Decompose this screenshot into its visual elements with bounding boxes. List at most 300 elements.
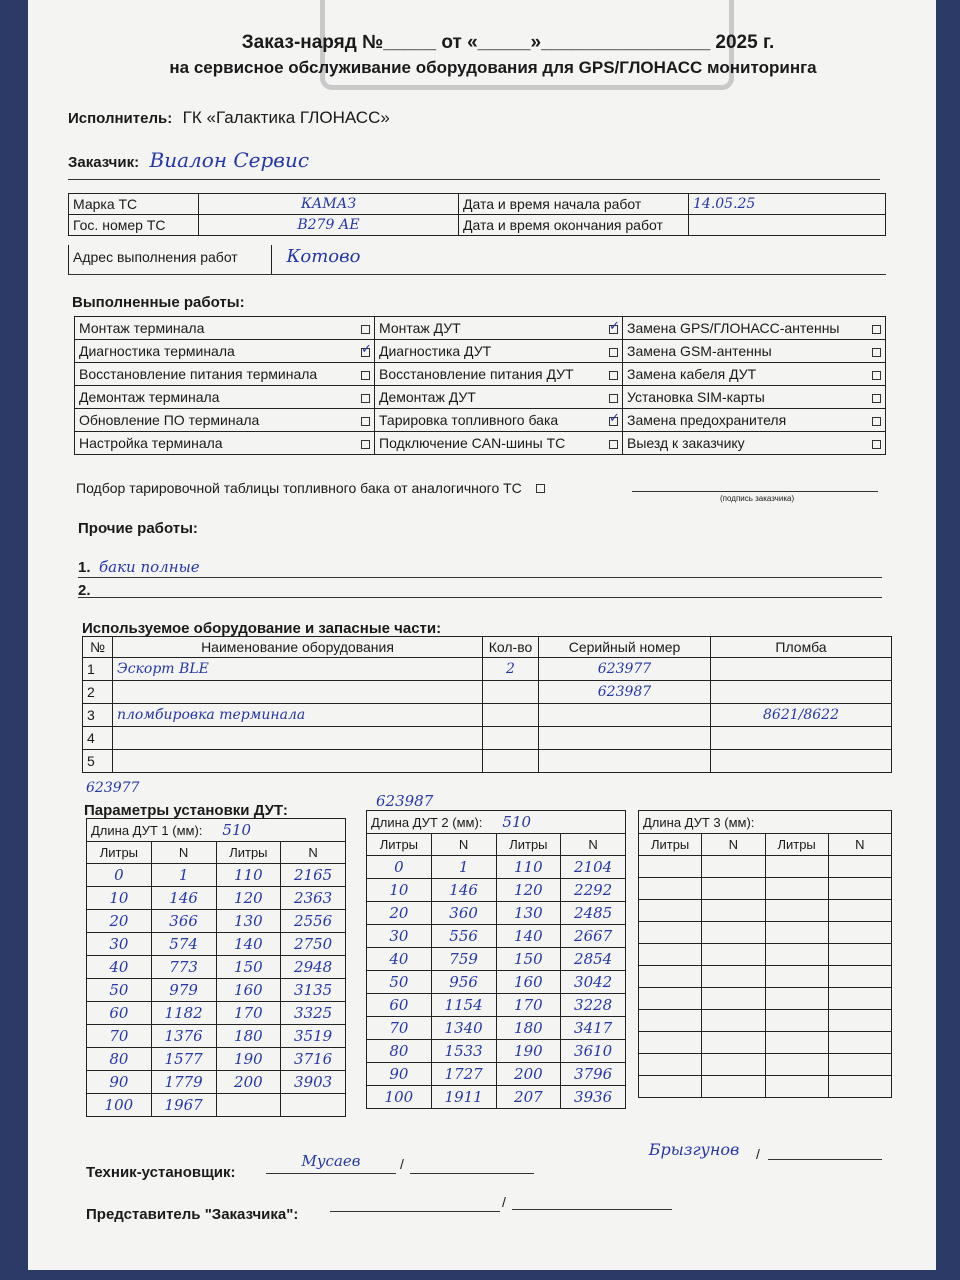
- other-work-1-value: баки полные: [98, 558, 200, 576]
- work-item-label: Монтаж ДУТ: [379, 320, 461, 336]
- sensor3-row: [639, 1054, 892, 1076]
- work-item-label: Замена предохранителя: [627, 412, 787, 428]
- sensor2-cell: 146: [431, 879, 496, 902]
- sensor2-cell: 20: [367, 902, 432, 925]
- dut-note-2: 623987: [376, 792, 434, 810]
- sensor1-cell: 110: [216, 864, 281, 887]
- sensor3-cell: [702, 944, 765, 966]
- brand-value: КАМАЗ: [199, 194, 459, 215]
- sensor2-cell: 160: [496, 971, 561, 994]
- technician-name-line: [410, 1152, 534, 1174]
- sensor1-row: [87, 864, 346, 887]
- sensor2-cell: 3417: [561, 1017, 626, 1040]
- sensor3-cell: [639, 1032, 702, 1054]
- start-label: Дата и время начала работ: [459, 194, 689, 215]
- sensor1-cell: 2363: [281, 887, 346, 910]
- work-item: [375, 340, 623, 363]
- work-item-checkbox[interactable]: [872, 348, 881, 357]
- equipment-qty: [483, 750, 539, 773]
- sensor3-cell: [702, 1010, 765, 1032]
- equipment-qty: [483, 704, 539, 727]
- equipment-num: 4: [83, 727, 113, 750]
- work-item-checkbox[interactable]: [609, 371, 618, 380]
- sensor1-row: [87, 1002, 346, 1025]
- sensor3-cell: [702, 1054, 765, 1076]
- executor-label: Исполнитель:: [68, 110, 173, 127]
- sensor2-cell: 190: [496, 1040, 561, 1063]
- sensor3-cell: [828, 878, 891, 900]
- sensor2-cell: 759: [431, 948, 496, 971]
- work-item-checkbox[interactable]: [361, 394, 370, 403]
- start-value: 14.05.25: [689, 194, 886, 215]
- dut-sensor-3-table: [638, 810, 892, 1098]
- sensor1-column-header: Литры: [87, 842, 152, 864]
- equipment-qty: 2: [483, 658, 539, 681]
- sensor1-cell: 10: [87, 887, 152, 910]
- sensor2-row: [367, 1040, 626, 1063]
- sensor1-cell: 170: [216, 1002, 281, 1025]
- sensor3-cell: [765, 1054, 828, 1076]
- sensor2-row: [367, 948, 626, 971]
- work-item-label: Подключение CAN-шины ТС: [379, 435, 566, 451]
- work-item: [75, 340, 375, 363]
- sensor3-cell: [702, 966, 765, 988]
- executor-row: [68, 108, 390, 128]
- end-value: [689, 215, 886, 236]
- equipment-seal: 8621/8622: [711, 704, 892, 727]
- customer-rep-label: Представитель "Заказчика":: [86, 1206, 299, 1223]
- work-order-sheet: [28, 0, 936, 1270]
- sensor3-cell: [828, 1054, 891, 1076]
- sensor2-cell: 120: [496, 879, 561, 902]
- work-item-label: Восстановление питания ДУТ: [379, 366, 574, 382]
- sensor3-cell: [765, 1032, 828, 1054]
- sensor3-cell: [765, 900, 828, 922]
- work-item-label: Обновление ПО терминала: [79, 412, 260, 428]
- sensor2-column-header: N: [561, 834, 626, 856]
- sensor3-row: [639, 1010, 892, 1032]
- technician-separator-2: /: [756, 1146, 760, 1162]
- customer-row: [68, 148, 880, 180]
- sensor1-cell: 3903: [281, 1071, 346, 1094]
- sensor1-cell: 366: [151, 910, 216, 933]
- equipment-row: [83, 750, 892, 773]
- work-item: [623, 409, 886, 432]
- equipment-seal: [711, 681, 892, 704]
- other-work-2: [78, 580, 882, 598]
- work-item-checkbox[interactable]: [361, 348, 370, 357]
- work-item-label: Монтаж терминала: [79, 320, 205, 336]
- sensor3-cell: [765, 922, 828, 944]
- work-item-label: Установка SIM-карты: [627, 389, 765, 405]
- other-work-1: [78, 558, 882, 578]
- sensor1-cell: 2750: [281, 933, 346, 956]
- work-item: [623, 317, 886, 340]
- sensor1-cell: 0: [87, 864, 152, 887]
- sensor2-cell: 2485: [561, 902, 626, 925]
- sensor3-cell: [702, 988, 765, 1010]
- work-item: [623, 340, 886, 363]
- technician-label: Техник-установщик:: [86, 1164, 236, 1181]
- equipment-qty: [483, 681, 539, 704]
- work-item-label: Настройка терминала: [79, 435, 223, 451]
- sensor1-cell: 20: [87, 910, 152, 933]
- sensor1-cell: 70: [87, 1025, 152, 1048]
- equipment-qty: [483, 727, 539, 750]
- technician-name-line-2: [768, 1146, 882, 1160]
- equipment-num: 2: [83, 681, 113, 704]
- equipment-num: 3: [83, 704, 113, 727]
- sensor3-cell: [639, 1076, 702, 1098]
- sensor3-cell: [702, 856, 765, 878]
- sensor2-cell: 10: [367, 879, 432, 902]
- sensor1-cell: 200: [216, 1071, 281, 1094]
- work-item: [623, 386, 886, 409]
- sensor2-cell: 2667: [561, 925, 626, 948]
- address-value: Котово: [286, 246, 361, 267]
- sensor3-cell: [702, 900, 765, 922]
- sensor2-length-value: 510: [502, 813, 532, 831]
- sensor3-cell: [702, 878, 765, 900]
- sensor2-cell: 70: [367, 1017, 432, 1040]
- sensor2-cell: 110: [496, 856, 561, 879]
- equipment-row: [83, 681, 892, 704]
- sensor2-row: [367, 1017, 626, 1040]
- sensor1-cell: 3135: [281, 979, 346, 1002]
- works-row: [75, 317, 886, 340]
- sensor3-cell: [828, 856, 891, 878]
- equipment-header: Кол-во: [483, 637, 539, 658]
- sensor3-row: [639, 1032, 892, 1054]
- sensor1-cell: 100: [87, 1094, 152, 1117]
- document-subtitle: на сервисное обслуживание оборудования для GPS/ГЛОНАСС мониторинга: [169, 58, 817, 77]
- equipment-serial: [539, 750, 711, 773]
- sensor1-cell: 146: [151, 887, 216, 910]
- sensor2-cell: 140: [496, 925, 561, 948]
- sensor2-cell: 80: [367, 1040, 432, 1063]
- sensor2-cell: 50: [367, 971, 432, 994]
- sensor3-cell: [828, 1010, 891, 1032]
- sensor3-cell: [639, 988, 702, 1010]
- sensor1-cell: 190: [216, 1048, 281, 1071]
- sensor3-row: [639, 988, 892, 1010]
- sensor1-cell: 1577: [151, 1048, 216, 1071]
- sensor1-cell: 140: [216, 933, 281, 956]
- sensor3-length-label: Длина ДУТ 3 (мм):: [643, 815, 755, 830]
- sensor2-length-label: Длина ДУТ 2 (мм):: [371, 815, 483, 830]
- sensor1-cell: 130: [216, 910, 281, 933]
- sensor2-cell: 100: [367, 1086, 432, 1109]
- equipment-table: [82, 636, 892, 773]
- address-label: Адрес выполнения работ: [69, 245, 272, 274]
- sensor1-cell: 160: [216, 979, 281, 1002]
- sensor2-cell: 40: [367, 948, 432, 971]
- sensor2-cell: 2292: [561, 879, 626, 902]
- customer-value: Виалон Сервис: [149, 148, 310, 172]
- sensor1-cell: 979: [151, 979, 216, 1002]
- sensor1-cell: 2165: [281, 864, 346, 887]
- sensor1-cell: 40: [87, 956, 152, 979]
- technician-signature-2: [624, 1140, 764, 1166]
- sensor2-cell: 3796: [561, 1063, 626, 1086]
- works-table: [74, 316, 886, 455]
- sensor3-cell: [765, 1010, 828, 1032]
- other-work-1-num: 1.: [78, 559, 91, 576]
- work-item-checkbox[interactable]: [609, 394, 618, 403]
- sensor2-length-row: [367, 811, 626, 834]
- executor-value: ГК «Галактика ГЛОНАСС»: [182, 108, 390, 127]
- sensor2-row: [367, 971, 626, 994]
- work-item-checkbox[interactable]: [609, 417, 618, 426]
- sensor1-cell: 180: [216, 1025, 281, 1048]
- sensor3-cell: [702, 922, 765, 944]
- sensor3-column-header: N: [828, 834, 891, 856]
- work-item: [75, 317, 375, 340]
- equipment-serial: [539, 727, 711, 750]
- equipment-header: Серийный номер: [539, 637, 711, 658]
- sensor3-row: [639, 1076, 892, 1098]
- work-item-checkbox[interactable]: [361, 440, 370, 449]
- sensor3-cell: [828, 1076, 891, 1098]
- sensor3-cell: [828, 944, 891, 966]
- equipment-header: Пломба: [711, 637, 892, 658]
- work-item: [75, 409, 375, 432]
- sensor3-column-header: N: [702, 834, 765, 856]
- sensor1-cell: 2556: [281, 910, 346, 933]
- sensor2-row: [367, 1086, 626, 1109]
- sensor2-row: [367, 1063, 626, 1086]
- sensor3-cell: [702, 1032, 765, 1054]
- sensor2-cell: 150: [496, 948, 561, 971]
- sensor1-length-value: 510: [222, 821, 252, 839]
- customer-rep-name-line: [512, 1194, 672, 1210]
- plate-label: Гос. номер ТС: [69, 215, 199, 236]
- sensor2-cell: 1340: [431, 1017, 496, 1040]
- sensor2-cell: 3936: [561, 1086, 626, 1109]
- work-item-checkbox[interactable]: [872, 417, 881, 426]
- sensor2-cell: 3610: [561, 1040, 626, 1063]
- work-item-label: Диагностика ДУТ: [379, 343, 492, 359]
- sensor1-cell: 30: [87, 933, 152, 956]
- sensor3-cell: [828, 1032, 891, 1054]
- sensor3-row: [639, 922, 892, 944]
- sensor1-row: [87, 1048, 346, 1071]
- dut-sensor-1-table: [86, 818, 346, 1117]
- customer-signature-caption: (подпись заказчика): [720, 494, 795, 503]
- table-selection-label: Подбор тарировочной таблицы топливного бака от аналогичного ТС: [76, 480, 522, 496]
- work-item-label: Демонтаж терминала: [79, 389, 220, 405]
- sensor3-row: [639, 856, 892, 878]
- work-item-checkbox[interactable]: [872, 394, 881, 403]
- sensor3-cell: [639, 966, 702, 988]
- sensor3-cell: [765, 966, 828, 988]
- sensor1-cell: 80: [87, 1048, 152, 1071]
- work-item-label: Замена GPS/ГЛОНАСС-антенны: [627, 320, 840, 336]
- work-item-checkbox[interactable]: [361, 325, 370, 334]
- equipment-seal: [711, 658, 892, 681]
- sensor1-cell: 773: [151, 956, 216, 979]
- sensor2-cell: 180: [496, 1017, 561, 1040]
- work-item: [623, 363, 886, 386]
- dut-sensor-2-table: [366, 810, 626, 1109]
- work-item-label: Замена GSM-антенны: [627, 343, 772, 359]
- equipment-serial: 623987: [539, 681, 711, 704]
- works-row: [75, 363, 886, 386]
- customer-rep-separator: /: [502, 1194, 506, 1210]
- customer-rep-sign-line: [330, 1196, 500, 1212]
- sensor2-column-header: Литры: [496, 834, 561, 856]
- works-row: [75, 432, 886, 455]
- sensor2-cell: 207: [496, 1086, 561, 1109]
- sensor2-cell: 200: [496, 1063, 561, 1086]
- sensor3-length-row: [639, 811, 892, 834]
- sensor2-row: [367, 902, 626, 925]
- other-work-2-num: 2.: [78, 582, 91, 599]
- sensor1-row: [87, 956, 346, 979]
- sensor3-cell: [639, 1054, 702, 1076]
- sensor1-cell: 3716: [281, 1048, 346, 1071]
- end-label: Дата и время окончания работ: [459, 215, 689, 236]
- sensor3-cell: [765, 1076, 828, 1098]
- works-row: [75, 409, 886, 432]
- technician-signature-1: [266, 1152, 396, 1174]
- work-item: [75, 363, 375, 386]
- sensor1-row: [87, 910, 346, 933]
- equipment-row: [83, 727, 892, 750]
- document-title: Заказ-наряд №_____ от «_____»________________ 2025 г.: [241, 32, 775, 53]
- sensor2-cell: 360: [431, 902, 496, 925]
- work-item: [375, 317, 623, 340]
- table-selection-row: [76, 479, 606, 496]
- sensor3-cell: [639, 944, 702, 966]
- equipment-name: [113, 727, 483, 750]
- sensor3-row: [639, 966, 892, 988]
- work-item: [375, 386, 623, 409]
- work-item: [623, 432, 886, 455]
- dut-title: Параметры установки ДУТ:: [84, 802, 288, 819]
- sensor1-column-header: Литры: [216, 842, 281, 864]
- technician-signature-1-text: Мусаев: [301, 1152, 361, 1170]
- equipment-seal: [711, 750, 892, 773]
- sensor2-cell: 3042: [561, 971, 626, 994]
- dut-note-1: 623977: [86, 780, 140, 796]
- sensor3-row: [639, 900, 892, 922]
- work-item: [75, 432, 375, 455]
- sensor1-row: [87, 887, 346, 910]
- equipment-num: 5: [83, 750, 113, 773]
- sensor2-cell: 0: [367, 856, 432, 879]
- equipment-name: Эскорт BLE: [113, 658, 483, 681]
- sensor2-row: [367, 856, 626, 879]
- work-item-checkbox[interactable]: [872, 440, 881, 449]
- sensor1-cell: 120: [216, 887, 281, 910]
- sensor2-cell: 130: [496, 902, 561, 925]
- sensor2-cell: 556: [431, 925, 496, 948]
- sensor3-cell: [639, 878, 702, 900]
- sensor1-row: [87, 1094, 346, 1117]
- work-item-checkbox[interactable]: [609, 325, 618, 334]
- sensor2-cell: 2104: [561, 856, 626, 879]
- brand-label: Марка ТС: [69, 194, 199, 215]
- sensor2-cell: 170: [496, 994, 561, 1017]
- sensor1-cell: [216, 1094, 281, 1117]
- sensor2-column-header: Литры: [367, 834, 432, 856]
- sensor3-cell: [828, 922, 891, 944]
- equipment-header: №: [83, 637, 113, 658]
- sensor3-row: [639, 944, 892, 966]
- sensor2-cell: 1: [431, 856, 496, 879]
- equipment-row: [83, 658, 892, 681]
- equipment-row: [83, 704, 892, 727]
- technician-signature-2-text: Брызгунов: [648, 1140, 740, 1159]
- sensor3-cell: [828, 988, 891, 1010]
- sensor1-row: [87, 1071, 346, 1094]
- other-works-title: Прочие работы:: [78, 520, 198, 537]
- work-item-checkbox[interactable]: [609, 440, 618, 449]
- sensor1-column-header: N: [151, 842, 216, 864]
- sensor2-cell: 2854: [561, 948, 626, 971]
- sensor1-cell: 3325: [281, 1002, 346, 1025]
- work-item-checkbox[interactable]: [361, 371, 370, 380]
- sensor3-column-header: Литры: [639, 834, 702, 856]
- work-item-label: Замена кабеля ДУТ: [627, 366, 757, 382]
- equipment-name: [113, 681, 483, 704]
- sensor1-cell: 90: [87, 1071, 152, 1094]
- sensor3-cell: [639, 856, 702, 878]
- equipment-num: 1: [83, 658, 113, 681]
- sensor3-cell: [639, 900, 702, 922]
- work-item: [75, 386, 375, 409]
- work-item-label: Тарировка топливного бака: [379, 412, 559, 428]
- work-item-label: Выезд к заказчику: [627, 435, 745, 451]
- work-item-checkbox[interactable]: [361, 417, 370, 426]
- work-item: [375, 432, 623, 455]
- vehicle-table: [68, 193, 886, 236]
- equipment-serial: 623977: [539, 658, 711, 681]
- equipment-seal: [711, 727, 892, 750]
- work-item: [375, 409, 623, 432]
- sensor1-cell: 3519: [281, 1025, 346, 1048]
- works-title: Выполненные работы:: [72, 294, 245, 311]
- sensor3-cell: [828, 900, 891, 922]
- sensor3-cell: [828, 966, 891, 988]
- equipment-header: Наименование оборудования: [113, 637, 483, 658]
- plate-value: В279 АЕ: [199, 215, 459, 236]
- sensor3-column-header: Литры: [765, 834, 828, 856]
- works-row: [75, 340, 886, 363]
- sensor2-cell: 60: [367, 994, 432, 1017]
- sensor1-length-row: [87, 819, 346, 842]
- sensor1-cell: 60: [87, 1002, 152, 1025]
- work-item-checkbox[interactable]: [872, 371, 881, 380]
- equipment-serial: [539, 704, 711, 727]
- sensor1-cell: 574: [151, 933, 216, 956]
- work-item: [375, 363, 623, 386]
- table-selection-checkbox[interactable]: [536, 484, 545, 493]
- sensor1-row: [87, 933, 346, 956]
- sensor1-column-header: N: [281, 842, 346, 864]
- sensor1-cell: 1967: [151, 1094, 216, 1117]
- sensor2-column-header: N: [431, 834, 496, 856]
- work-item-checkbox[interactable]: [609, 348, 618, 357]
- technician-separator: /: [400, 1156, 404, 1172]
- sensor1-cell: 1779: [151, 1071, 216, 1094]
- sensor3-cell: [702, 1076, 765, 1098]
- sensor3-cell: [765, 856, 828, 878]
- sensor1-cell: 1182: [151, 1002, 216, 1025]
- work-item-checkbox[interactable]: [872, 325, 881, 334]
- sensor3-cell: [765, 944, 828, 966]
